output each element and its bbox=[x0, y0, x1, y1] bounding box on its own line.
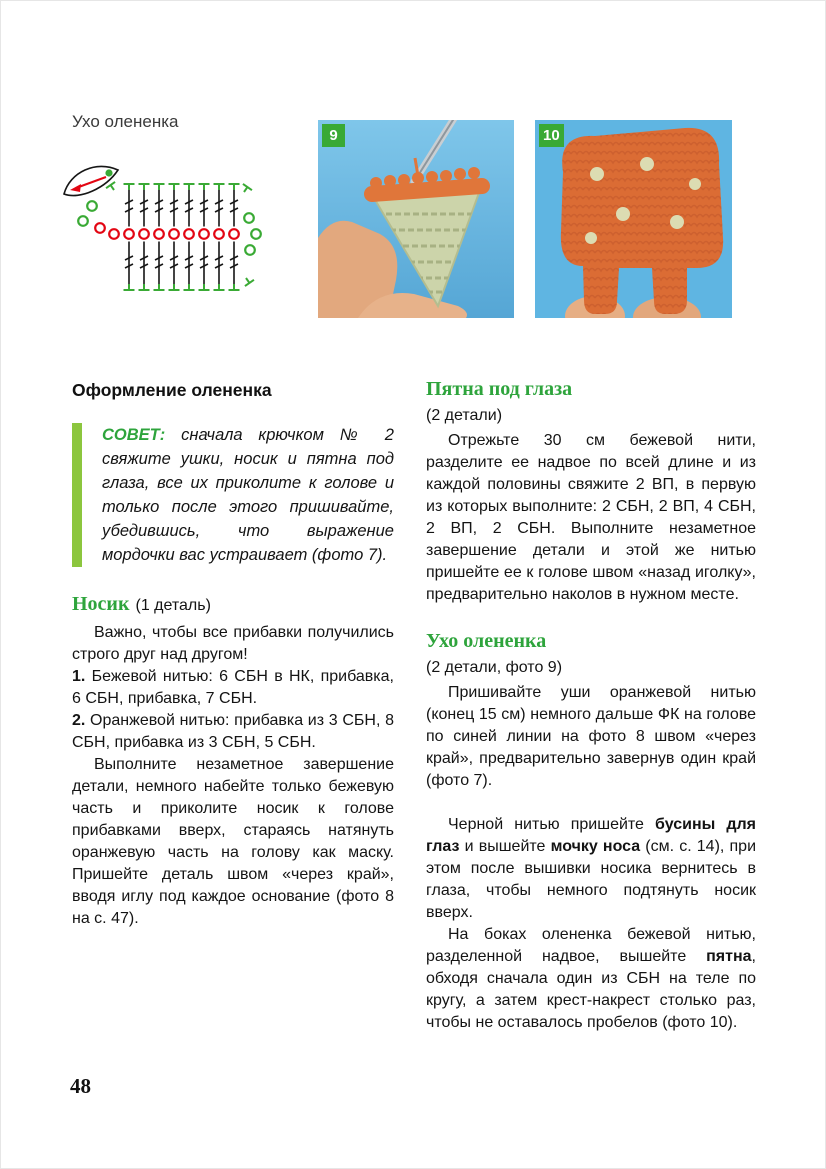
photo-number-badge: 9 bbox=[322, 124, 345, 147]
nosik-step-2 bbox=[72, 710, 394, 754]
photo-ear-crocheting bbox=[318, 120, 514, 318]
nosik-intro-paragraph: Важно, чтобы все прибавки получились строго друг над другом! bbox=[72, 624, 394, 663]
step-text: Бежевой нитью: 6 СБН в НК, прибавка, 6 СБН, прибавка, 7 СБН. bbox=[72, 668, 394, 707]
chart-leaf-shape bbox=[64, 166, 118, 195]
spots-count: (2 детали) bbox=[426, 407, 503, 424]
page-number: 48 bbox=[70, 1074, 91, 1098]
nosik-outro-paragraph: Выполните незаметное завершение детали, немного набейте только бежевую часть и приколите носик к голове прибавками вверх, стараясь натянуть оранжевую часть на голову как маску. Пришейте деталь швом «через край», вводя иглу под каждое основание (фото 8 на с. 47). bbox=[72, 756, 394, 927]
body-spots-paragraph bbox=[426, 924, 756, 1034]
right-column bbox=[426, 378, 756, 1034]
step-number: 2. bbox=[72, 712, 86, 729]
step-number: 1. bbox=[72, 668, 86, 685]
chart-left-chain-symbols bbox=[78, 201, 105, 233]
body-spots-text-2: , обходя сначала один из СБН на теле по кругу, а затем крест-накрест столько раз, чтобы не оставалось пробелов (фото 10). bbox=[426, 948, 756, 1031]
photo-10-image bbox=[535, 120, 732, 318]
chart-upper-stitches bbox=[125, 190, 238, 227]
ear-paragraph: Пришивайте уши оранжевой нитью (конец 15 см) немного дальше ФК на голове по синей линии на фото 8 швом «через край», предварительно завернув один край (фото 7). bbox=[426, 684, 756, 789]
eyes-paragraph bbox=[426, 814, 756, 924]
tip-body: сначала крючком № 2 свяжите ушки, носик и пятна под глаза, все их приколите к голове и только после этого пришивайте, убедившись, что выражение мордочки вас устраивает (фото 7). bbox=[102, 426, 394, 564]
tip-text bbox=[82, 423, 394, 567]
eyes-bold-1: бусины для глаз bbox=[426, 816, 756, 855]
body-spots-bold: пятна bbox=[706, 948, 752, 965]
photo-deer-body bbox=[535, 120, 732, 318]
nosik-count: (1 деталь) bbox=[135, 597, 211, 614]
nosik-heading bbox=[72, 593, 394, 616]
diagram-label: Ухо олененка bbox=[72, 112, 179, 131]
chart-right-chain-symbols bbox=[244, 213, 261, 255]
crochet-chart bbox=[56, 144, 271, 304]
step-text: Оранжевой нитью: прибавка из 3 СБН, 8 СБН, прибавка из 3 СБН, 5 СБН. bbox=[72, 712, 394, 751]
eyes-text-2: и вышейте bbox=[459, 838, 551, 855]
tip-accent-bar bbox=[72, 423, 82, 567]
tip-box bbox=[72, 423, 394, 567]
tip-label: СОВЕТ: bbox=[102, 426, 166, 444]
nosik-step-1 bbox=[72, 666, 394, 710]
ear-heading: Ухо олененка bbox=[426, 630, 547, 652]
spots-paragraph: Отрежьте 30 см бежевой нити, разделите ее надвое по всей длине и из каждой половины свяжите 2 ВП, в первую из которых выполните: 2 СБН, 2 ВП, 4 СБН, 2 ВП, 2 СБН. Выполните незаметное завершение детали и этой же нитью пришейте ее к голове швом «назад иголку», предварительно наколов в нужном месте. bbox=[426, 432, 756, 603]
body-spots-text-1: На боках олененка бежевой нитью, разделенной надвое, вышейте bbox=[426, 926, 756, 965]
nosik-heading-text: Носик bbox=[72, 593, 130, 615]
left-column bbox=[72, 378, 394, 1034]
text-columns bbox=[72, 378, 756, 1034]
spots-heading: Пятна под глаза bbox=[426, 378, 573, 400]
chart-chain-row bbox=[109, 229, 239, 239]
ear-count: (2 детали, фото 9) bbox=[426, 659, 563, 676]
photo-number-badge: 10 bbox=[539, 124, 564, 147]
section-heading: Оформление олененка bbox=[72, 380, 272, 400]
eyes-text-1: Черной нитью пришейте bbox=[448, 816, 656, 833]
photo-9-image bbox=[318, 120, 514, 318]
eyes-bold-2: мочку носа bbox=[550, 838, 641, 855]
chart-upper-caps bbox=[106, 182, 252, 195]
eyes-text-3: (см. с. 14), при этом после вышивки носика вернитесь в глаза, чтобы немного подтянуть носик вверх. bbox=[426, 838, 756, 921]
chart-lower-stitches bbox=[125, 242, 238, 285]
